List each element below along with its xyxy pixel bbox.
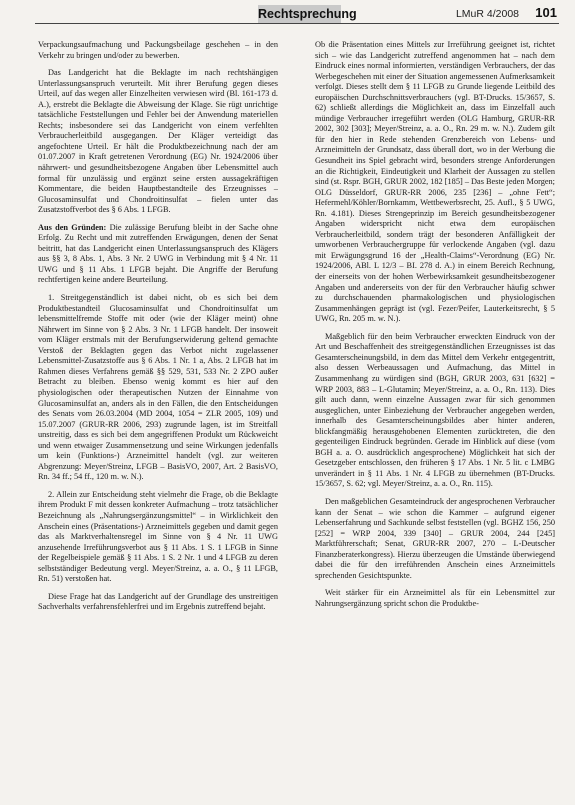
paragraph: Maßgeblich für den beim Verbraucher erweckten Eindruck von der Art und Beschaffenheit des streitgegenständlichen Erzeugnisses ist das Gesamterscheinungsbild, in dem das Mittel dem Verkehr entgegentritt, also dessen Werbeaussagen und Aufmachung, das Mittel in Zusammenhang zu würdigen sind (BGH, GRUR 2003, 631 [632] = WRP 2003, 883 – L-Glutamin; Meyer/Streinz, a. a. O., Rn. 113). Dies gilt auch dann, wenn einzelne Aussagen zwar für sich genommen ausgeglichen, unter Einbeziehung der Verbraucher angegeben werden, innerhalb des Gesamterscheinungsbildes aber hinter anderen, blickfangmäßig herausgehobenen Elementen zurücktreten, die den gegenteiligen Eindruck begründen. Gerade im Hinblick auf diese (vom BGH a. a. O. ausdrücklich angesprochene) Möglichkeit hat sich der Gesetzgeber entschlossen, den früheren § 17 Abs. 1 Nr. 5 lit. c LMBG unverändert in § 11 Abs. 1 Nr. 4 LFGB zu übernehmen (BT-Drucks. 15/3657, S. 62; vgl. Meyer/Streinz, a. a. O., Rn. 115). <box>315 331 555 489</box>
paragraph: Diese Frage hat das Landgericht auf der Grundlage des unstreitigen Sachverhalts verfahrensfehlerfrei und im Ergebnis zutreffend bejaht. <box>38 591 278 612</box>
paragraph: Verpackungsaufmachung und Packungsbeilage geschehen – in den Verkehr zu bringen und/oder zu bewerben. <box>38 40 278 60</box>
left-column <box>38 40 278 790</box>
paragraph: Aus den Gründen: Die zulässige Berufung bleibt in der Sache ohne Erfolg. Zu Recht und mit zutreffenden Erwägungen, denen der Senat beitritt, hat das Landgericht einen Unterlassungsanspruch des Klägers aus §§ 3, 8 Abs. 1, Abs. 3 Nr. 2 UWG in Verbindung mit § 4 Nr. 11 UWG und § 11 Abs. 1 LFGB bejaht. Die Angriffe der Berufung rechtfertigen keine andere Beurteilung. <box>38 222 278 285</box>
right-column <box>315 40 555 790</box>
paragraph: Weit stärker für ein Arzneimittel als für ein Lebensmittel zur Nahrungsergänzung spricht schon die Produktbe- <box>315 588 555 608</box>
paragraph: Den maßgeblichen Gesamteindruck der angesprochenen Verbraucher kann der Senat – wie schon die Kammer – aufgrund eigener Lebenserfahrung und Sachkunde selbst feststellen (vgl. BGHZ 156, 250 [252] = WRP 2004, 339 [340] – GRUR 2004, 244 [245] Marktführerschaft; Senat, GRUR-RR 2007, 270 – L-Deutscher Finanzberaterkongress). Hierzu überzeugen die Umstände überwiegend dabei die für den irreführenden Anschein eines Arzneimittels sprechenden Gesichtspunkte. <box>315 496 555 580</box>
paragraph: 2. Allein zur Entscheidung steht vielmehr die Frage, ob die Beklagte ihrem Produkt F mit dessen konkreter Aufmachung – trotz tatsächlicher Bezeichnung als „Nahrungsergänzungsmittel“ – in Wirklichkeit den Anschein eines (Präsentations-) Arzneimittels gegeben und damit gegen das als Marktverhaltensregel im Sinne von § 4 Nr. 11 UWG anzusehende Irreführungsverbot aus § 11 Abs. 1 S. 1 LFGB in Sinne der Regelbeispiele gemäß § 11 Abs. 1 S. 2 Nr. 1 und 4 LFGB zu deren selbstständiger Bedeutung vergl. Meyer/Streinz, a. a. O., § 11 LFGB, Rn. 51) verstoßen hat. <box>38 489 278 584</box>
section-label: Aus den Gründen: <box>38 222 107 232</box>
paragraph: Ob die Präsentation eines Mittels zur Irreführung geeignet ist, richtet sich – wie das Landgericht zutreffend angenommen hat – nach dem Eindruck eines normal informierten, verständigen Verbrauchers, der das Werbegeschehen mit einer der Situation angemessenen Aufmerksamkeit verfolgt. Dieses stellt dem § 11 LFGB zu Grunde liegende Leitbild des europäischen Durchschnittsverbrauchers (vgl. BT-Drucks. 15/3657, S. 62) schließt allerdings die Möglichkeit an, dass im Einzelfall auch mündige Verbraucher irregeführt werden (OLG Hamburg, GRUR-RR 2002, 302 [303]; Meyer/Streinz, a. a. O., Rn. 29 m. w. N.). Zudem gilt für den hier in Rede stehenden Grenzbereich von Lebens- und Arzneimitteln der Grundsatz, dass überall dort, wo in der Werbung die Gesundheit ins Spiel gebracht wird, besonders strenge Anforderungen an die Richtigkeit, Eindeutigkeit und Klarheit der Aussagen zu stellen sind (st. Rspr. BGH, GRUR 2002, 182 [185] – Das Beste jeden Morgen; OLG Düsseldorf, GRUR-RR 2006, 235 [236] – „ohne Fett“; Hefermehl/Köhler/Bornkamm, Wettbewerbsrecht, 25. Aufl., § 5 UWG, Rn. 4.181). Dieses Strengeprinzip im Bereich gesundheitsbezogener Angaben widerspricht nicht etwa dem europäischen Verbraucherleitbild, sondern trägt der besonderen Anfälligkeit der umworbenen Verbrauchergruppe für verlockende Angaben (vgl. dazu mit Erwägungsgrund 16 der „Health-Claims“-Verordnung (EG) Nr. 1924/2006, ABl. L 12/3 – BI. 278 d. A.) in einem Bereich Rechnung, der einerseits von der hohen Werbewirksamkeit gesundheitsbezogener Angaben und andererseits von der für den Verbraucher häufig schwer zu durchschauenden pharmakologischen und physiologischen Zusammenhängen geprägt ist (vgl. Fezer/Peifer, Lauterkeitsrecht, § 5 UWG, Rn. 205 m. w. N.). <box>315 40 555 324</box>
page-header <box>0 0 575 30</box>
page-number: 101 <box>535 5 557 20</box>
paragraph: Das Landgericht hat die Beklagte im nach rechtshängigen Unterlassungsanspruch verurteilt. Mit ihrer Berufung gegen dieses Urteil, auf das wegen aller Einzelheiten verwiesen wird (Bl. 161-173 d. A.), erstrebt die Beklagte die Abweisung der Klage. Sie rügt unrichtige tatsächliche Feststellungen und Fehler bei der Anwendung materiellen Rechts; insbesondere sei das Landgericht von einem verfehlten Verbraucherleitbild ausgegangen. Der Kläger verteidigt das angefochtene Urteil. Er hält die Produktbezeichnung nach der am 01.07.2007 in Kraft getretenen Verordnung (EG) Nr. 1924/2006 über nährwert- und gesundheitsbezogene Angaben über Lebensmittel auch formal für unzulässig und ergänzt seine ersten aussagekräftigen Kommentare, die beiden Hauptbestandteile des Erzeugnisses – Glucosaminsulfat und Chondroitinsulfat – fielen unter das Zusatzstoffverbot des § 6 Abs. 1 LFGB. <box>38 68 278 215</box>
paragraph: 1. Streitgegenständlich ist dabei nicht, ob es sich bei dem Produktbestandteil Glucosaminsulfat und Chondroitinsulfat um lebensmittelfremde Stoffe mit oder (wie der Kläger meint) ohne Nährwert im Sinne von § 2 Abs. 3 Nr. 1 LFGB handelt. Der insoweit vom Kläger erstmals mit der Berufungserwiderung geltend gemachte Verstoß der Beklagten gegen das Verbot nicht zugelassener Lebensmittel-Zusatzstoffe aus § 6 Abs. 1 Nr. 1 a, Abs. 2 LFGB hat im Rahmen dieses Verfahrens gemäß §§ 529, 531, 533 Nr. 2 ZPO außer Betracht zu bleiben. Ebenso wenig kommt es hier auf den physiologischen oder therapeutischen Nutzen der Einnahme von Glucosaminsulfat an, anders als in den Fällen, die den Entscheidungen des Senats vom 26.03.2004 (MD 2004, 1054 = ZLR 2005, 109) und 15.07.2007 (GRUR-RR 2006, 293) zugrunde lagen, ist im Streitfall unstreitig, dass es sich bei dem angegriffenen Produkt um Rückweicht und wenn etwaiger Zusammensetzung und seine Wirkungen jedenfalls um kein (Funktions-) Arzneimittel handelt (vgl. zur weiteren Abgrenzung: Meyer/Streinz, LFGB – BasisVO, 2007, Art. 2 BasisVO, Rn. 34 ff.; 54 ff., 120 m. w. N.). <box>38 293 278 482</box>
header-rule <box>35 23 559 24</box>
section-title: Rechtsprechung <box>258 7 357 21</box>
journal-reference: LMuR 4/2008 <box>455 8 519 20</box>
